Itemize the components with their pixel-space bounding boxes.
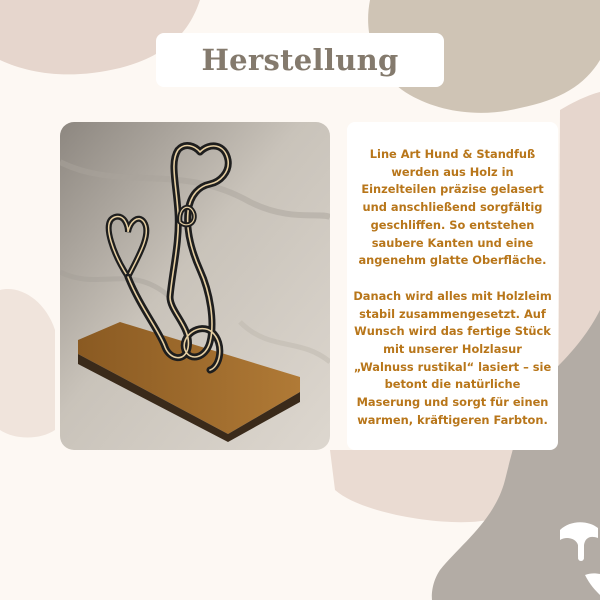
title-card — [156, 33, 444, 87]
product-photo — [60, 122, 330, 450]
dog-stand-illustration — [60, 122, 330, 450]
page-title: Herstellung — [201, 43, 399, 77]
blob-left-pink — [0, 289, 55, 437]
description-paragraph-2: Danach wird alles mit Holzleim stabil zusammengesetzt. Auf Wunsch wird das fertige Stück mit unserer Holzlasur „Walnuss rustikal“ lasiert – sie betont die natürliche Maserung und sorgt für einen warmen, kräftigeren Farbton. — [353, 288, 552, 427]
description-paragraph-1: Line Art Hund & Standfuß werden aus Holz in Einzelteilen präzise gelasert und anschließend sorgfältig geschliffen. So entstehen saubere Kanten und eine angenehm glatte Oberfläche. — [358, 147, 547, 268]
description-card — [347, 122, 558, 450]
